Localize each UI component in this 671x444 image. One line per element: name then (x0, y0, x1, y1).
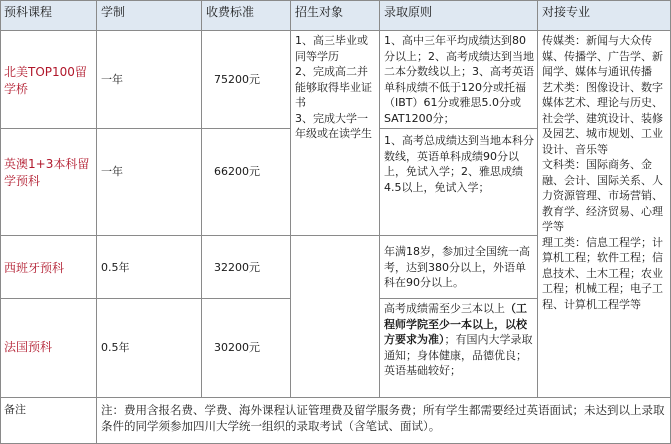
admission-text: ；有国内大学录取通知；身体健康，品德优良；英语基础较好； (384, 333, 533, 377)
header-target: 招生对象 (291, 0, 380, 31)
admission-criteria (380, 299, 538, 398)
program-fee: 66200元 (202, 129, 291, 236)
program-duration: 0.5年 (97, 299, 202, 398)
note-text: 注：费用含报名费、学费、海外课程认证管理费及留学服务费；所有学生都需要经过英语面试；未达到以上录取条件的同学须参加四川大学统一组织的录取考试（含笔试、面试）。 (97, 398, 671, 444)
program-duration: 一年 (97, 129, 202, 236)
header-fee: 收费标准 (202, 0, 291, 31)
admission-criteria: 1、高考总成绩达到当地本科分数线，英语单科成绩90分以上，免试入学；2、雅思成绩4.5以上，免试入学； (380, 129, 538, 236)
program-fee: 32200元 (202, 236, 291, 299)
program-name: 北美TOP100留学桥 (0, 31, 97, 129)
header-program: 预科课程 (0, 0, 97, 31)
target-empty-cell (291, 236, 380, 398)
target-students: 1、高三毕业或同等学历 2、完成高二并能够取得毕业证书 3、完成大学一年级或在读学生 (291, 31, 380, 236)
matched-majors: 传媒类：新闻与大众传媒、传播学、广告学、新闻学、媒体与通讯传播 艺术类：图像设计、数字媒体艺术、理论与历史、社会学、建筑设计、装修及园艺、城市规划、工业设计、音乐等 文科类：国际商务、金融、会计、国际关系、人力资源管理、市场营销、教育学、经济贸易、心理学等 理工类：信息工程学；计算机工程；软件工程；信息技术、土木工程；农业工程；机械工程；电子工程、计算机工程学等 (538, 31, 671, 398)
program-duration: 一年 (97, 31, 202, 129)
program-name: 英澳1+3本科留学预科 (0, 129, 97, 236)
program-name: 法国预科 (0, 299, 97, 398)
program-fee: 30200元 (202, 299, 291, 398)
header-admission: 录取原则 (380, 0, 538, 31)
note-label: 备注 (0, 398, 97, 444)
admission-criteria: 年满18岁，参加过全国统一高考，达到380分以上，外语单科在90分以上。 (380, 236, 538, 299)
header-majors: 对接专业 (538, 0, 671, 31)
admission-text: 高考成绩需至少三本以上 (384, 302, 505, 315)
program-duration: 0.5年 (97, 236, 202, 299)
program-fee: 75200元 (202, 31, 291, 129)
header-duration: 学制 (97, 0, 202, 31)
admission-criteria: 1、高中三年平均成绩达到80分以上；2、高考成绩达到当地二本分数线以上；3、高考英语单科成绩不低于120分或托福（IBT）61分或雅思5.0分或SAT1200分； (380, 31, 538, 129)
program-name: 西班牙预科 (0, 236, 97, 299)
admission-note-bold: （工程师学院至少一本以上，以校方要求为准） (384, 302, 527, 346)
